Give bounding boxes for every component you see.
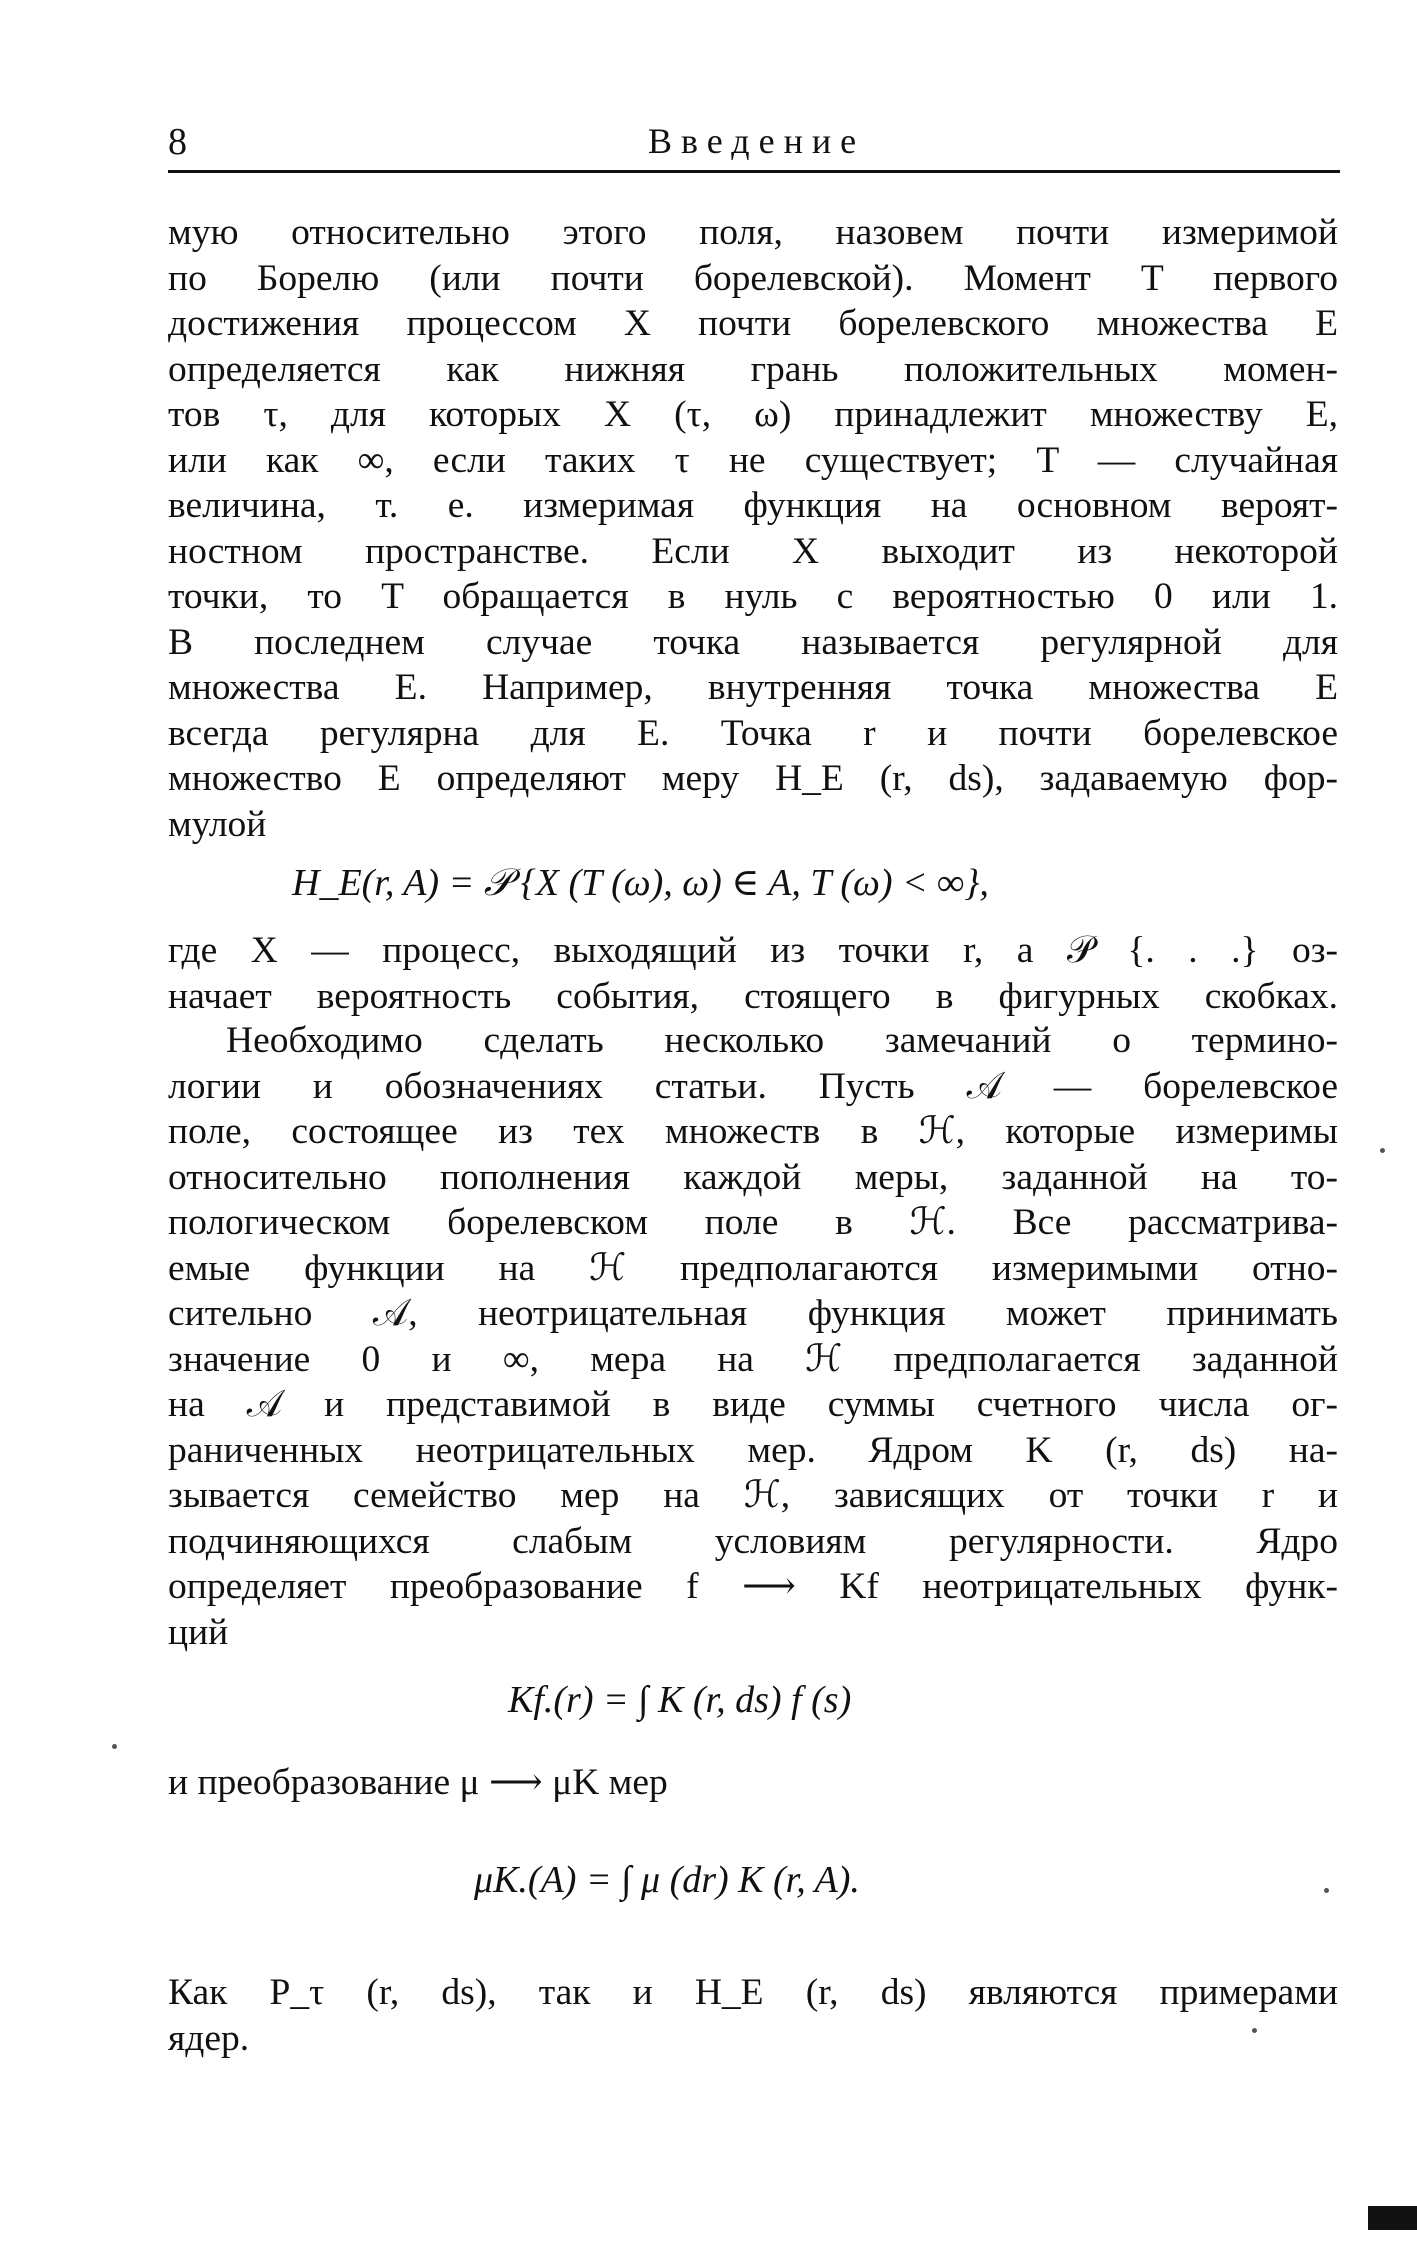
text-line: Необходимо сделать несколько замечаний о термино-	[226, 1020, 1338, 1061]
text-line: точки, то T обращается в нуль с вероятностью 0 или 1.	[168, 576, 1338, 617]
paragraph-2	[168, 928, 1338, 1019]
text-line: величина, т. е. измеримая функция на основном вероят-	[168, 485, 1338, 526]
text-line: логии и обозначениях статьи. Пусть 𝒜 — борелевское	[168, 1065, 1338, 1107]
header-rule	[168, 170, 1340, 173]
text-line: определяет преобразование f ⟶ Kf неотрицательных функ-	[168, 1566, 1338, 1607]
text-line: множество E определяют меру H_E (r, ds), задаваемую фор-	[168, 758, 1338, 799]
text-line: по Борелю (или почти борелевской). Момент T первого	[168, 257, 1338, 299]
page-number: 8	[168, 121, 187, 163]
formula-kernel-measure: μK.(A) = ∫ μ (dr) K (r, A).	[474, 1859, 860, 1901]
text-line: В последнем случае точка называется регулярной для	[168, 621, 1338, 663]
text-line: множества E. Например, внутренняя точка множества E	[168, 667, 1338, 708]
text-line: тов τ, для которых X (τ, ω) принадлежит множеству E,	[168, 394, 1338, 435]
scan-speck	[1252, 2028, 1257, 2033]
paragraph-3	[168, 1018, 1338, 1655]
text-line: ций	[168, 1611, 229, 1653]
text-line: значение 0 и ∞, мера на ℋ предполагается заданной	[168, 1338, 1338, 1380]
text-line: достижения процессом X почти борелевского множества E	[168, 303, 1338, 344]
text-line: подчиняющихся слабым условиям регулярности. Ядро	[168, 1520, 1338, 1562]
running-header	[168, 112, 1340, 172]
text-line: емые функции на ℋ предполагаются измеримыми отно-	[168, 1247, 1338, 1289]
formula-hitting-measure: H_E(r, A) = 𝒫 {X (T (ω), ω) ∈ A, T (ω) < ∞},	[292, 862, 989, 904]
paragraph-1	[168, 210, 1338, 847]
formula-kernel-function: Kf.(r) = ∫ K (r, ds) f (s)	[508, 1679, 852, 1721]
text-line: мую относительно этого поля, назовем почти измеримой	[168, 212, 1338, 253]
text-line: относительно пополнения каждой меры, заданной на то-	[168, 1156, 1338, 1198]
text-line: сительно 𝒜, неотрицательная функция может принимать	[168, 1293, 1338, 1334]
page-edge-mark	[1368, 2206, 1417, 2230]
text-line: раниченных неотрицательных мер. Ядром K (r, ds) на-	[168, 1429, 1338, 1471]
text-line: на 𝒜 и представимой в виде суммы счетного числа ог-	[168, 1384, 1338, 1425]
text-line: или как ∞, если таких τ не существует; T — случайная	[168, 439, 1338, 481]
text-line: Как P_τ (r, ds), так и H_E (r, ds) являются примерами	[168, 1972, 1338, 2013]
text-line: ностном пространстве. Если X выходит из некоторой	[168, 530, 1338, 572]
section-title: Введение	[648, 121, 866, 161]
paragraph-5	[168, 1970, 1338, 2061]
text-line: начает вероятность события, стоящего в фигурных скобках.	[168, 975, 1338, 1017]
text-line: где X — процесс, выходящий из точки r, а 𝒫 {. . .} оз-	[168, 930, 1338, 971]
scan-speck	[1380, 1148, 1385, 1153]
text-line: и преобразование μ ⟶ μK мер	[168, 1762, 668, 1803]
text-line: зывается семейство мер на ℋ, зависящих от точки r и	[168, 1475, 1338, 1516]
text-line: мулой	[168, 803, 267, 845]
text-line: поле, состоящее из тех множеств в ℋ, которые измеримы	[168, 1111, 1338, 1152]
scan-speck	[112, 1744, 117, 1749]
text-line: ядер.	[168, 2017, 250, 2059]
text-line: всегда регулярна для E. Точка r и почти борелевское	[168, 712, 1338, 754]
paragraph-4	[168, 1760, 1338, 1806]
text-line: определяется как нижняя грань положительных момен-	[168, 348, 1338, 390]
scan-speck	[1324, 1888, 1329, 1893]
text-line: пологическом борелевском поле в ℋ. Все рассматрива-	[168, 1202, 1338, 1243]
